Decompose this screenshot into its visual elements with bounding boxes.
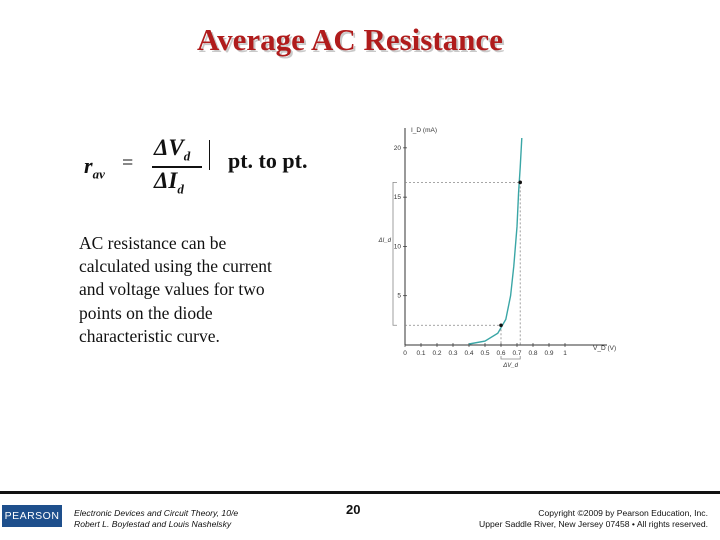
delta-i-bracket bbox=[393, 182, 397, 325]
description-text bbox=[79, 232, 339, 348]
x-tick-label: 0.6 bbox=[496, 350, 506, 357]
book-credit bbox=[74, 508, 238, 530]
description-line: characteristic curve. bbox=[79, 325, 220, 346]
data-point bbox=[499, 323, 503, 327]
slide-title: Average AC Resistance bbox=[197, 22, 503, 57]
resistance-formula bbox=[84, 135, 344, 197]
x-axis-label: V_D (V) bbox=[593, 345, 617, 352]
pearson-logo: PEARSON bbox=[2, 505, 62, 527]
description-line: AC resistance can be bbox=[79, 233, 227, 253]
y-tick-label: 5 bbox=[397, 292, 401, 300]
delta-v-label: ΔV_d bbox=[503, 363, 518, 369]
data-point bbox=[518, 181, 522, 185]
x-tick-label: 1 bbox=[563, 350, 567, 357]
footer-divider bbox=[0, 491, 720, 494]
book-title: Electronic Devices and Circuit Theory, 10/e bbox=[74, 508, 239, 518]
formula-equals: = bbox=[122, 152, 134, 174]
x-tick-label: 0.7 bbox=[512, 350, 522, 357]
x-tick-label: 0.9 bbox=[544, 350, 554, 357]
y-tick-label: 20 bbox=[393, 144, 401, 152]
characteristic-curve bbox=[469, 138, 522, 344]
evaluation-bar bbox=[209, 140, 210, 170]
book-authors: Robert L. Boylestad and Louis Nashelsky bbox=[74, 519, 232, 529]
formula-suffix: pt. to pt. bbox=[228, 148, 308, 173]
x-tick-label: 0.5 bbox=[480, 350, 490, 357]
y-axis-label: I_D (mA) bbox=[411, 127, 437, 134]
copyright bbox=[479, 508, 708, 530]
x-tick-label: 0.8 bbox=[528, 350, 538, 357]
x-tick-label: 0 bbox=[403, 350, 407, 357]
description-line: calculated using the current bbox=[79, 256, 272, 277]
delta-i-label: ΔI_d bbox=[378, 237, 391, 244]
diode-characteristic-chart bbox=[375, 118, 625, 370]
description-line: and voltage values for two bbox=[79, 279, 265, 300]
x-tick-label: 0.1 bbox=[416, 350, 426, 357]
y-tick-label: 10 bbox=[393, 243, 401, 251]
y-tick-label: 15 bbox=[393, 194, 401, 202]
copyright-line: Copyright ©2009 by Pearson Education, Inc. bbox=[538, 508, 708, 518]
copyright-line: Upper Saddle River, New Jersey 07458 • All rights reserved. bbox=[479, 519, 708, 529]
x-tick-label: 0.4 bbox=[464, 350, 474, 357]
x-tick-label: 0.3 bbox=[448, 350, 458, 357]
description-line: points on the diode bbox=[79, 302, 213, 323]
formula-numerator: $\Delta V_d$ bbox=[154, 135, 191, 164]
formula-denominator: $\Delta I_d$ bbox=[154, 168, 184, 197]
formula-lhs: $r_{av}$ bbox=[84, 153, 105, 182]
x-tick-label: 0.2 bbox=[432, 350, 442, 357]
page-number: 20 bbox=[346, 502, 361, 517]
